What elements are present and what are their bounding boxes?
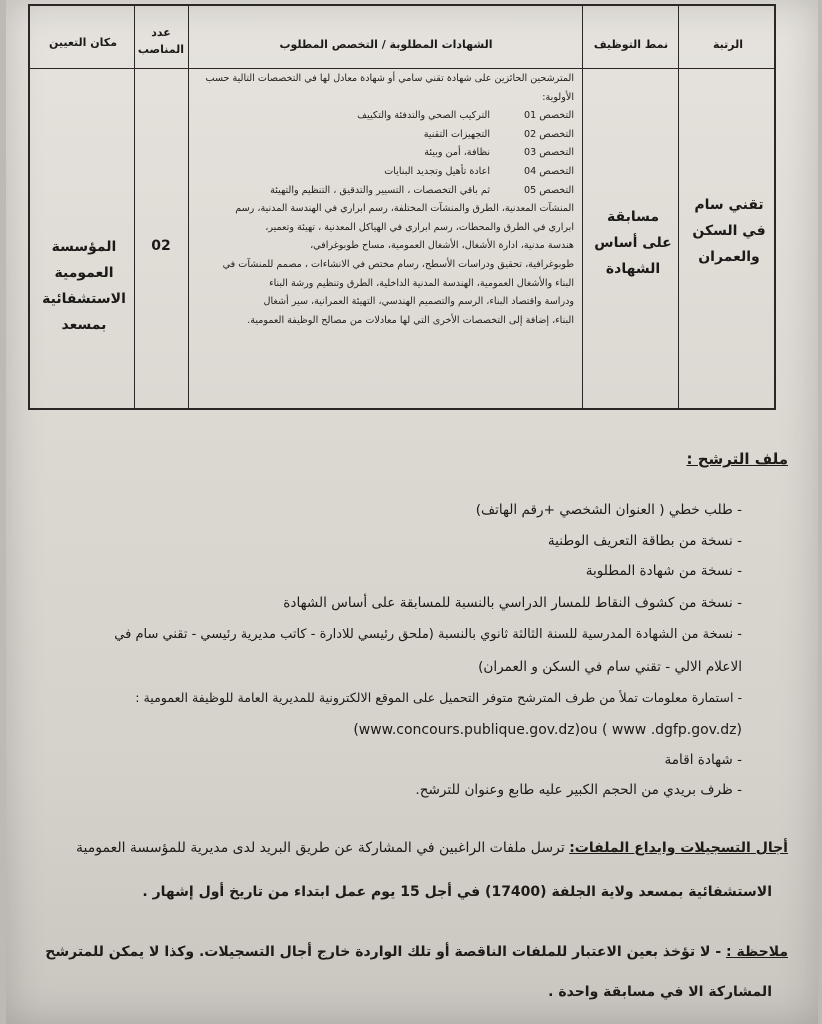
specialties-rest-line: ابراري في الطرق والمحطات، رسم ابراري في الهياكل المعدنية ، تهيئة وتعمير، bbox=[265, 221, 574, 233]
cell-positions-count: 02 bbox=[151, 238, 171, 254]
file-item: - استمارة معلومات تملأ من طرف المترشح متوفر التحميل على الموقع الالكترونية للمديرية العامة للوظيفة العمومية : bbox=[135, 690, 742, 705]
specialty-number: التخصص 02 bbox=[523, 128, 574, 140]
specialty-name: التجهيزات التقنية bbox=[423, 128, 490, 140]
cell-rank: تقني سام في السكن والعمران bbox=[692, 197, 766, 265]
file-item: - طلب خطي ( العنوان الشخصي +رقم الهاتف) bbox=[475, 502, 742, 518]
specialties-rest-line: هندسة مدنية، ادارة الأشغال، الأشغال العمومية، مساح طوبوغرافي، bbox=[310, 240, 574, 252]
note-line-1 bbox=[30, 944, 788, 960]
specialty-name: التركيب الصحي والتدفئة والتكييف bbox=[357, 110, 490, 122]
cell-recruitment-mode: مسابقة على أساس الشهادة bbox=[594, 209, 672, 277]
file-item: - ظرف بريدي من الحجم الكبير عليه طابع وعنوان للترشح. bbox=[415, 782, 742, 798]
file-item: - نسخة من كشوف النقاط للمسار الدراسي بالنسبة للمسابقة على أساس الشهادة bbox=[283, 595, 742, 611]
specialty-name: اعادة تأهيل وتجديد البنايات bbox=[384, 165, 490, 177]
document-body bbox=[30, 0, 792, 1024]
specialty-name: نظافة، أمن وبيئة bbox=[424, 147, 490, 159]
deadlines-line-1 bbox=[30, 840, 788, 856]
header-rank: الرتبة bbox=[712, 38, 744, 51]
header-appointment-place: مكان التعيين bbox=[48, 36, 118, 49]
specialties-rest-line: البناء، إضافة إلى التخصصات الأخرى التي لها معادلات من مصالح الوظيفة العمومية. bbox=[247, 314, 574, 326]
specialty-name: ثم باقي التخصصات ، التسيير والتدقيق ، التنظيم والتهيئة bbox=[270, 184, 490, 196]
specialty-number: التخصص 01 bbox=[523, 110, 574, 122]
specialties-rest-line: البناء والأشغال العمومية، الهندسة المدنية الداخلية، الطرق وتنظيم ورشة البناء bbox=[269, 277, 574, 289]
file-item-continued: الاعلام الالي - تقني سام في السكن و العمران) bbox=[478, 659, 742, 675]
deadlines-title: أجال التسجيلات وايداع الملفات: bbox=[569, 840, 788, 856]
cell-appointment-place: المؤسسة العمومية الاستشفائية بمسعد bbox=[42, 239, 126, 333]
specialties-intro: المترشحين الحائزين على شهادة تقني سامي أو شهادة معادل لها في التخصصات التالية حسب الأولوية: bbox=[205, 73, 574, 103]
file-title: ملف الترشح : bbox=[686, 450, 788, 468]
deadlines-line-2: الاستشفائية بمسعد ولاية الجلفة (17400) في أجل 15 يوم عمل ابتداء من تاريخ أول إشهار . bbox=[142, 884, 772, 900]
deadlines-text: ترسل ملفات الراغبين في المشاركة عن طريق البريد لدى مديرية للمؤسسة العمومية bbox=[76, 840, 570, 856]
header-diplomas: الشهادات المطلوبة / التخصص المطلوب bbox=[279, 38, 493, 51]
file-item: - شهادة اقامة bbox=[664, 752, 742, 768]
header-positions-count: عدد المناصب bbox=[137, 26, 184, 56]
file-item: - نسخة من بطاقة التعريف الوطنية bbox=[547, 533, 742, 549]
header-recruitment-mode: نمط التوظيف bbox=[593, 38, 669, 51]
specialties-rest-line: المنشآت المعدنية، الطرق والمنشآت المختلفة، رسم ابراري في الهندسة المدنية، رسم bbox=[235, 203, 574, 215]
specialty-number: التخصص 05 bbox=[523, 184, 574, 196]
file-item: - نسخة من شهادة المطلوبة bbox=[585, 563, 742, 579]
note-line-2: المشاركة الا في مسابقة واحدة . bbox=[548, 984, 772, 1000]
specialty-number: التخصص 04 bbox=[523, 165, 574, 177]
note-title: ملاحظة : bbox=[726, 944, 788, 960]
specialties-rest-line: ودراسة واقتصاد البناء، الرسم والتصميم الهندسي، التهيئة العمرانية، سير أشغال bbox=[263, 296, 574, 308]
note-text: - لا تؤخذ بعين الاعتبار للملفات الناقصة أو تلك الواردة خارج أجال التسجيلات. وكذا لا يمكن للمترشح bbox=[45, 944, 726, 960]
file-item: - نسخة من الشهادة المدرسية للسنة الثالثة ثانوي بالنسبة (ملحق رئيسي للادارة - كاتب مديرية رئيسي - تقني سام في bbox=[114, 627, 742, 642]
specialties-rest-line: طوبوغرافية، تحقيق ودراسات الأسطح، رسام مختص في الانشاءات ، مصمم للمنشآت في bbox=[222, 258, 574, 270]
file-item-websites: (www.concours.publique.gov.dz)ou ( www .dgfp.gov.dz) bbox=[353, 722, 742, 738]
specialty-number: التخصص 03 bbox=[523, 147, 574, 159]
